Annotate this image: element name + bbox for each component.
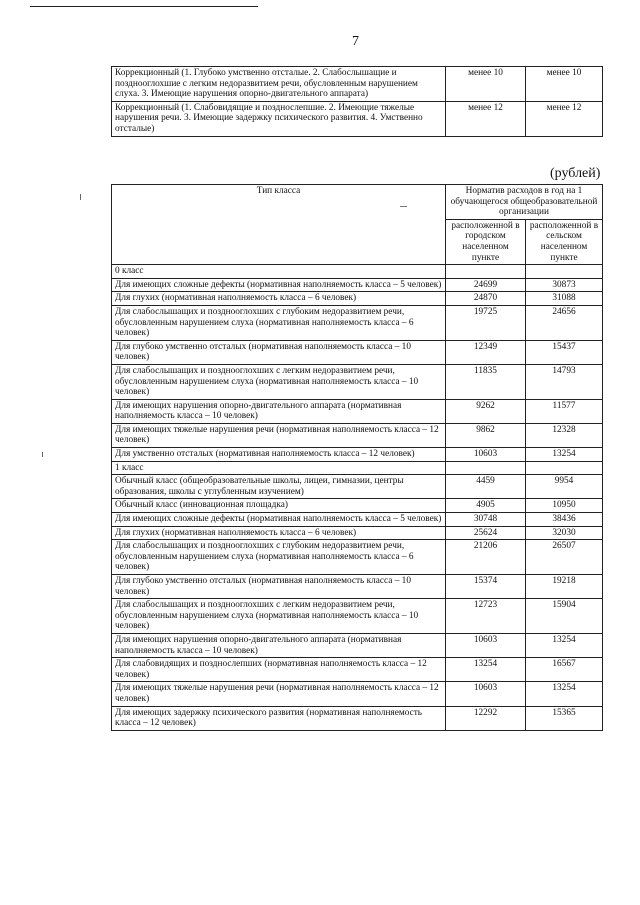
row-label: Для имеющих нарушения опорно-двигательного аппарата (нормативная наполняемость класса – 10 человек) xyxy=(112,633,446,657)
header-row xyxy=(112,185,603,220)
rural-value: 9954 xyxy=(526,475,603,499)
rural-value: 12328 xyxy=(526,423,603,447)
row-label: Для глубоко умственно отсталых (нормативная наполняемость класса – 10 человек) xyxy=(112,575,446,599)
rural-value: 19218 xyxy=(526,575,603,599)
row-label: Для умственно отсталых (нормативная наполняемость класса – 12 человек) xyxy=(112,448,446,462)
row-label: Для имеющих сложные дефекты (нормативная наполняемость класса – 5 человек) xyxy=(112,278,446,292)
urban-value: 9262 xyxy=(446,399,526,423)
urban-value: 10603 xyxy=(446,633,526,657)
rural-value: 15365 xyxy=(526,706,603,730)
table-row xyxy=(112,67,603,102)
urban-value xyxy=(446,265,526,279)
rural-value: 24656 xyxy=(526,305,603,340)
table-row xyxy=(112,265,603,279)
row-label: Обычный класс (общеобразовательные школы, лицеи, гимназии, центры образования, школы с углубленным изучением) xyxy=(112,475,446,499)
rural-value: 32030 xyxy=(526,526,603,540)
table-row xyxy=(112,599,603,634)
rural-value xyxy=(526,461,603,475)
urban-value: 30748 xyxy=(446,513,526,527)
rural-value: 14793 xyxy=(526,364,603,399)
stray-mark xyxy=(80,194,81,200)
table-row xyxy=(112,526,603,540)
top-table xyxy=(111,66,603,137)
urban-value: 10603 xyxy=(446,682,526,706)
row-label: Для глухих (нормативная наполняемость класса – 6 человек) xyxy=(112,292,446,306)
urban-value: 12349 xyxy=(446,340,526,364)
norm-table xyxy=(111,184,603,731)
table-row xyxy=(112,475,603,499)
rural-value: 38436 xyxy=(526,513,603,527)
table-row xyxy=(112,101,603,136)
row-label: Коррекционный (1. Слабовидящие и позднослепшие. 2. Имеющие тяжелые нарушения речи. 3. Имеющие задержку психического развития. 4. Умственно отсталые) xyxy=(112,101,446,136)
table-row xyxy=(112,499,603,513)
row-label: Коррекционный (1. Глубоко умственно отсталые. 2. Слабослышащие и позднооглохшие с легким недоразвитием речи, обусловленным нарушением слуха. 3. Имеющие нарушения опорно-двигательного аппарата) xyxy=(112,67,446,102)
urban-value xyxy=(446,461,526,475)
urban-value: 24870 xyxy=(446,292,526,306)
urban-value: 21206 xyxy=(446,540,526,575)
urban-value: 24699 xyxy=(446,278,526,292)
table-row xyxy=(112,448,603,462)
row-label: Для глубоко умственно отсталых (нормативная наполняемость класса – 10 человек) xyxy=(112,340,446,364)
table-row xyxy=(112,364,603,399)
row-label: Для имеющих тяжелые нарушения речи (нормативная наполняемость класса – 12 человек) xyxy=(112,682,446,706)
rural-value xyxy=(526,265,603,279)
row-label: Для имеющих нарушения опорно-двигательного аппарата (нормативная наполняемость класса – 10 человек) xyxy=(112,399,446,423)
row-label: Для слабослышащих и позднооглохших с глубоким недоразвитием речи, обусловленным нарушением слуха (нормативная наполняемость класса – 6 человек) xyxy=(112,540,446,575)
unit-label: (рублей) xyxy=(550,166,601,181)
table-row xyxy=(112,633,603,657)
table-row xyxy=(112,575,603,599)
row-label: Для слабослышащих и позднооглохших с легким недоразвитием речи, обусловленным нарушением слуха (нормативная наполняемость класса – 10 человек) xyxy=(112,364,446,399)
header-class-type: Тип класса xyxy=(112,185,446,265)
rural-value: менее 12 xyxy=(526,101,603,136)
rural-value: 31088 xyxy=(526,292,603,306)
urban-value: 13254 xyxy=(446,658,526,682)
row-label: 1 класс xyxy=(112,461,446,475)
rural-value: 15904 xyxy=(526,599,603,634)
urban-value: менее 10 xyxy=(446,67,526,102)
urban-value: менее 12 xyxy=(446,101,526,136)
rural-value: менее 10 xyxy=(526,67,603,102)
row-label: Для слабослышащих и позднооглохших с легким недоразвитием речи, обусловленным нарушением слуха (нормативная наполняемость класса – 10 человек) xyxy=(112,599,446,634)
row-label: 0 класс xyxy=(112,265,446,279)
table-row xyxy=(112,658,603,682)
urban-value: 15374 xyxy=(446,575,526,599)
page-number: 7 xyxy=(352,34,359,49)
row-label: Для слабовидящих и позднослепших (нормативная наполняемость класса – 12 человек) xyxy=(112,658,446,682)
table-row xyxy=(112,513,603,527)
rural-value: 15437 xyxy=(526,340,603,364)
urban-value: 11835 xyxy=(446,364,526,399)
table-row xyxy=(112,278,603,292)
table-row xyxy=(112,423,603,447)
table-row xyxy=(112,461,603,475)
urban-value: 10603 xyxy=(446,448,526,462)
rural-value: 30873 xyxy=(526,278,603,292)
urban-value: 12723 xyxy=(446,599,526,634)
row-label: Для имеющих задержку психического развития (нормативная наполняемость класса – 12 человек) xyxy=(112,706,446,730)
stray-mark xyxy=(400,206,407,207)
header-norm: Норматив расходов в год на 1 обучающегося общеобразовательной организации xyxy=(446,185,603,220)
urban-value: 25624 xyxy=(446,526,526,540)
table-row xyxy=(112,305,603,340)
rural-value: 26507 xyxy=(526,540,603,575)
stray-mark xyxy=(42,452,43,457)
header-urban: расположенной в городском населенном пункте xyxy=(446,219,526,264)
row-label: Для глухих (нормативная наполняемость класса – 6 человек) xyxy=(112,526,446,540)
table-row xyxy=(112,682,603,706)
rural-value: 16567 xyxy=(526,658,603,682)
row-label: Для имеющих сложные дефекты (нормативная наполняемость класса – 5 человек) xyxy=(112,513,446,527)
rural-value: 11577 xyxy=(526,399,603,423)
row-label: Обычный класс (инновационная площадка) xyxy=(112,499,446,513)
rural-value: 13254 xyxy=(526,448,603,462)
header-rural: расположенной в сельском населенном пункте xyxy=(526,219,603,264)
row-label: Для имеющих тяжелые нарушения речи (нормативная наполняемость класса – 12 человек) xyxy=(112,423,446,447)
rural-value: 13254 xyxy=(526,682,603,706)
rural-value: 10950 xyxy=(526,499,603,513)
rural-value: 13254 xyxy=(526,633,603,657)
urban-value: 4905 xyxy=(446,499,526,513)
table-row xyxy=(112,540,603,575)
table-row xyxy=(112,292,603,306)
table-row xyxy=(112,340,603,364)
table-row xyxy=(112,399,603,423)
table-row xyxy=(112,706,603,730)
urban-value: 4459 xyxy=(446,475,526,499)
urban-value: 19725 xyxy=(446,305,526,340)
row-label: Для слабослышащих и позднооглохших с глубоким недоразвитием речи, обусловленным нарушением слуха (нормативная наполняемость класса – 6 человек) xyxy=(112,305,446,340)
urban-value: 12292 xyxy=(446,706,526,730)
top-rule xyxy=(30,6,258,7)
urban-value: 9862 xyxy=(446,423,526,447)
